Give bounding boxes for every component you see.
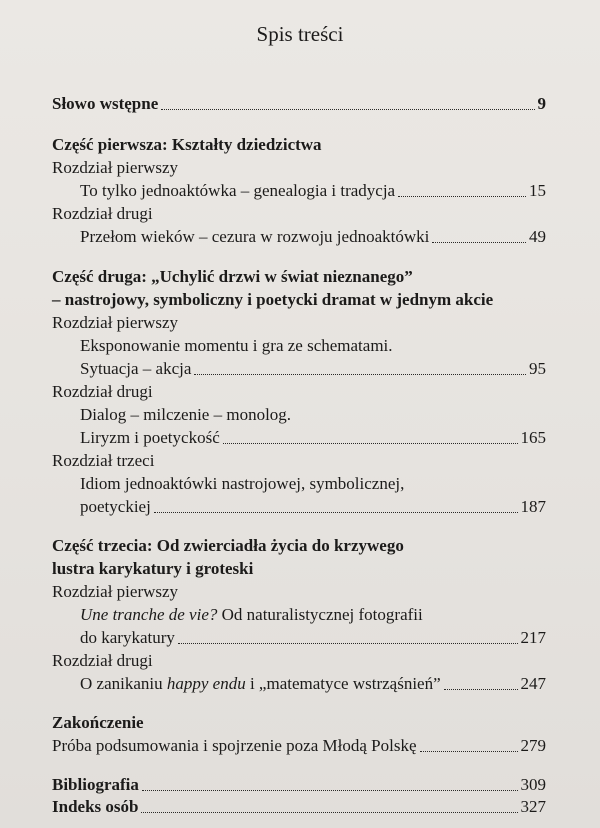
toc-entry-text: Słowo wstępne — [52, 94, 159, 113]
leader-dots — [223, 442, 518, 444]
toc-entry — [80, 179, 546, 203]
toc-entry-text: Część trzecia: Od zwierciadła życia do krzywego — [52, 536, 404, 555]
toc-entry-text: Zakończenie — [52, 713, 144, 732]
toc-page-number: 15 — [529, 181, 546, 200]
leader-dots — [194, 373, 526, 375]
toc-entry-text: Próba podsumowania i spojrzenie poza Młodą Polskę — [52, 736, 417, 755]
toc-entry-text: – nastrojowy, symboliczny i poetycki dramat w jednym akcie — [52, 290, 494, 309]
chapter-label — [52, 202, 546, 226]
part-heading — [52, 133, 546, 157]
toc-entry-text-end: i „matematyce wstrząśnień” — [245, 674, 441, 693]
chapter-label — [52, 580, 546, 604]
leader-dots — [142, 789, 518, 791]
toc-page-number: 187 — [520, 497, 546, 516]
leader-dots — [398, 195, 526, 197]
toc-entry-text: Część druga: „Uchylić drzwi w świat nieznanego” — [52, 267, 413, 286]
toc-entry-text — [80, 672, 441, 696]
toc-page-number: 9 — [537, 94, 546, 113]
toc-entry-text: Rozdział drugi — [52, 651, 153, 670]
toc-entry-text: Przełom wieków – cezura w rozwoju jednoaktówki — [80, 227, 430, 246]
toc-entry-text: To tylko jednoaktówka – genealogia i tradycja — [80, 181, 396, 200]
toc-entry-text — [80, 603, 423, 627]
toc-entry — [52, 734, 546, 758]
toc-entry-text: Część pierwsza: Kształty dziedzictwa — [52, 135, 322, 154]
toc-entry-text: Liryzm i poetyckość — [80, 428, 220, 447]
page-title: Spis treści — [256, 22, 344, 46]
part-heading — [52, 265, 546, 289]
toc-entry-text-start: O zanikaniu — [80, 674, 167, 693]
italic-phrase: happy endu — [166, 674, 246, 693]
toc-page-number: 327 — [520, 797, 546, 816]
toc-entry-text: Dialog – milczenie – monolog. — [80, 405, 292, 424]
toc-entry — [80, 225, 546, 249]
leader-dots — [161, 108, 534, 110]
leader-dots — [444, 688, 518, 690]
toc-entry — [80, 626, 546, 650]
leader-dots — [178, 642, 518, 644]
toc-entry — [52, 92, 546, 116]
leader-dots — [141, 811, 517, 813]
toc-entry-text: Rozdział trzeci — [52, 451, 155, 470]
toc-entry-text: Idiom jednoaktówki nastrojowej, symbolicznej, — [80, 474, 405, 493]
toc-entry-text: Rozdział pierwszy — [52, 313, 179, 332]
toc-entry-text: Indeks osób — [52, 797, 139, 816]
toc-page-number: 247 — [520, 674, 546, 693]
toc-entry-text: Rozdział pierwszy — [52, 158, 179, 177]
toc-entry-text: Bibliografia — [52, 775, 139, 794]
toc-entry — [52, 795, 546, 819]
toc-entry — [80, 603, 546, 627]
toc-entry-text: Sytuacja – akcja — [80, 359, 192, 378]
toc-page-number: 49 — [529, 227, 546, 246]
toc-entry-text: Rozdział pierwszy — [52, 582, 179, 601]
toc-entry-text: poetyckiej — [80, 497, 151, 516]
toc-entry — [80, 426, 546, 450]
chapter-label — [52, 449, 546, 473]
toc-page-number: 279 — [520, 736, 546, 755]
leader-dots — [420, 750, 518, 752]
toc-entry — [80, 357, 546, 381]
part-heading — [52, 288, 546, 312]
toc-page-number: 217 — [520, 628, 546, 647]
toc-entry-text-rest: Od naturalistycznej fotografii — [217, 605, 423, 624]
toc-entry-text: lustra karykatury i groteski — [52, 559, 254, 578]
toc-entry — [80, 495, 546, 519]
toc-entry-text: Rozdział drugi — [52, 204, 153, 223]
chapter-label — [52, 156, 546, 180]
toc-entry-text: Rozdział drugi — [52, 382, 153, 401]
leader-dots — [432, 241, 526, 243]
toc-entry — [80, 403, 546, 427]
toc-entry — [80, 334, 546, 358]
toc-entry — [52, 773, 546, 797]
toc-page-number: 95 — [529, 359, 546, 378]
part-heading — [52, 534, 546, 558]
chapter-label — [52, 380, 546, 404]
toc-page-number: 309 — [520, 775, 546, 794]
toc-entry-text: Eksponowanie momentu i gra ze schematami. — [80, 336, 393, 355]
toc-entry — [80, 672, 546, 696]
part-heading — [52, 557, 546, 581]
toc-entry-text: do karykatury — [80, 628, 175, 647]
leader-dots — [154, 511, 518, 513]
part-heading — [52, 711, 546, 735]
toc-page-number: 165 — [520, 428, 546, 447]
chapter-label — [52, 311, 546, 335]
toc-entry — [80, 472, 546, 496]
italic-title: Une tranche de vie? — [80, 605, 218, 624]
chapter-label — [52, 649, 546, 673]
